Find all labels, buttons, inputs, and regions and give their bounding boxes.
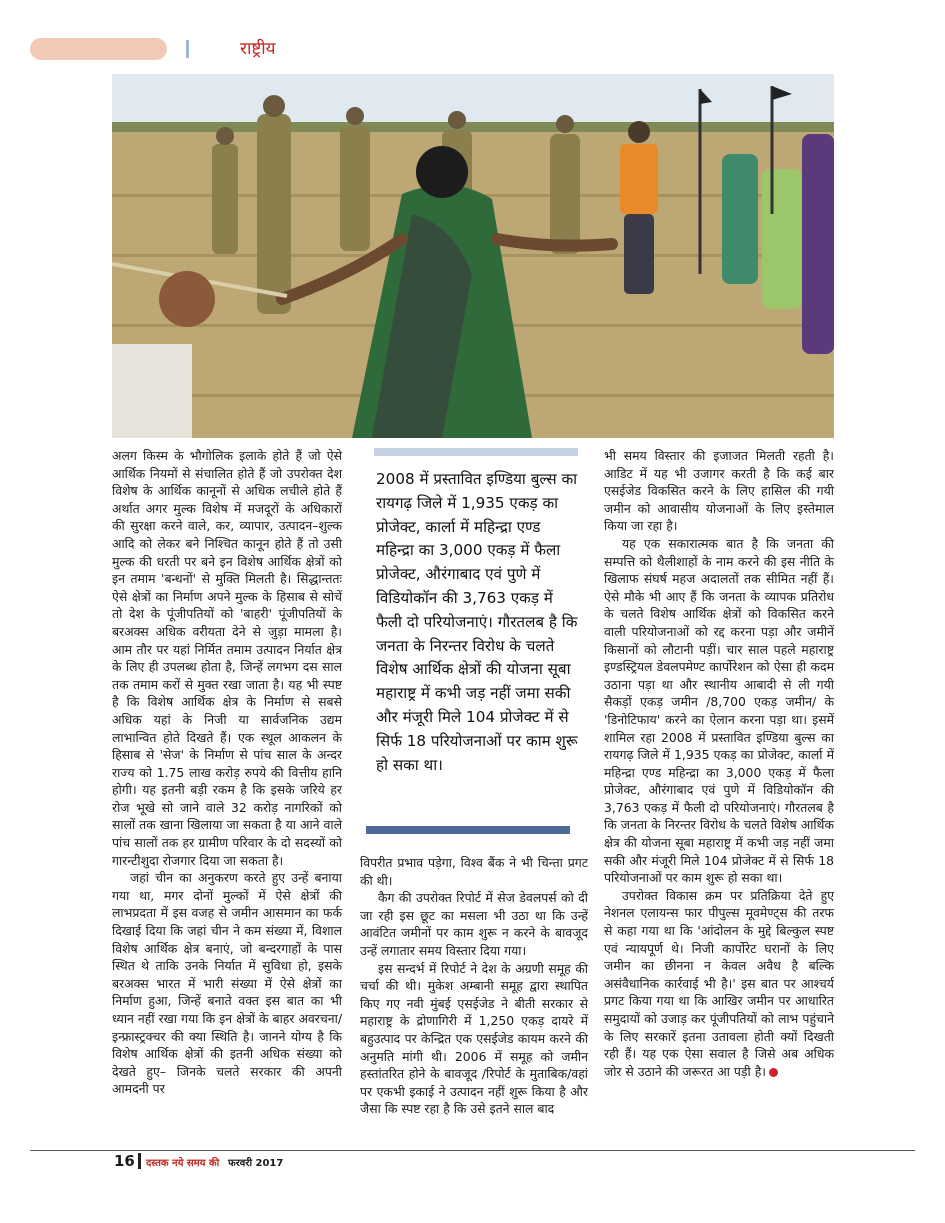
paragraph: इस सन्दर्भ में रिपोर्ट ने देश के अग्रणी समूह की चर्चा की थी। मुकेश अम्बानी समूह द्वारा स्थापित किए गए नवी मुंबई एसईजेड ने बीती सरकार से महाराष्ट्र के द्रोणागिरी में 1,250 एकड़ दायरे में बहुउत्पाद पर केन्द्रित एक एसईजेड कायम करने की अनुमति मांगी थी। 2006 में समूह को जमीन हस्तांतरित होने के बावजूद /रिपोर्ट के मुताबिक/वहां पर एकभी इकाई ने उत्पादन नहीं शुरू किया है और जैसा कि स्पष्ट रहा है कि उसे इतने साल बाद: [360, 960, 588, 1117]
issue-date: फरवरी 2017: [228, 1158, 284, 1169]
column-left: [112, 447, 342, 1098]
column-middle: [360, 854, 588, 1118]
pull-quote-text: 2008 में प्रस्तावित इण्डिया बुल्स का रायगढ़ जिले में 1,935 एकड़ का प्रोजेक्ट, कार्ला में महिन्द्रा एण्ड महिन्द्रा का 3,000 एकड़ में फैला प्रोजेक्ट, औरंगाबाद एवं पुणे में विडियोकॉन की 3,763 एकड़ में फैली दो परियोजनाएं। गौरतलब है कि जनता के निरन्तर विरोध के चलते विशेष आर्थिक क्षेत्रों की योजना सूबा महाराष्ट्र में कभी जड़ नहीं जमा सकी और मंजूरी मिले 104 प्रोजेक्ट में से सिर्फ 18 परियोजनाओं पर काम शुरू हो सका था।: [376, 470, 578, 774]
end-mark-icon: [769, 1068, 778, 1077]
column-right: [604, 447, 834, 1080]
pull-quote-top-rule: [374, 448, 578, 456]
paragraph: [604, 887, 834, 1081]
photo-illustration: [112, 74, 834, 438]
protest-photo: [112, 74, 834, 438]
page-number: 16: [114, 1152, 135, 1170]
pull-quote: [366, 448, 578, 838]
paragraph: भी समय विस्तार की इजाजत मिलती रहती है। आडिट में यह भी उजागर करती है कि कई बार एसईजेड विकसित करने के लिए हासिल की गयी जमीन को आवासीय योजनाओं के लिए इस्तेमाल किया जा रहा है।: [604, 448, 834, 534]
publication-logo: दस्तक नये समय की: [146, 1158, 220, 1169]
section-title: राष्ट्रीय: [240, 39, 276, 59]
paragraph: जहां चीन का अनुकरण करते हुए उन्हें बनाया गया था, मगर दोनों मुल्कों में ऐसे क्षेत्रों की लाभप्रदता में इस वजह से जमीन आसमान का फर्क दिखाई दिया कि जहां चीन ने कम संख्या में, विशाल विशेष आर्थिक क्षेत्र बनाएं, जो बन्दरगाहों के पास स्थित थे ताकि उनके निर्यात में सुविधा हो, इसके बरअक्स भारत में भारी संख्या में ऐसे क्षेत्रों का निर्माण हुआ, जिन्हें बनाते वक्त इस बात का भी ध्यान नहीं रखा गया कि इन क्षेत्रों के बाहर अवरचना/इन्फ्रास्ट्रक्चर की क्या स्थिति है। जानने योग्य है कि विशेष आर्थिक क्षेत्रों की इतनी अधिक संख्या को देखते हुए– जिनके चलते सरकार की अपनी आमदनी पर: [112, 870, 342, 1097]
header-decoration: [30, 38, 167, 60]
paragraph: विपरीत प्रभाव पड़ेगा, विश्व बैंक ने भी चिन्ता प्रगट की थी।: [360, 855, 588, 888]
footer-rule: [30, 1150, 915, 1151]
pull-quote-bottom-rule: [366, 826, 570, 834]
paragraph-text: उपरोक्त विकास क्रम पर प्रतिक्रिया देते हुए नेशनल एलायन्स फार पीपुल्स मूवमेण्ट्स की तरफ से कहा गया था कि 'आंदोलन के मुद्दे बिल्कुल स्पष्ट एवं न्यायपूर्ण थे। निजी कार्पोरेट घरानों के लिए जमीन का छीनना न केवल अवैध है बल्कि असंवैधानिक कार्रवाई भी है।' इस बात पर आश्चर्य प्रगट किया गया था कि आखिर जमीन पर आधारित समुदायों को उजाड़ कर पूंजीपतियों को लाभ पहुंचाने के लिए सरकारें इतना उतावला होती क्यों दिखती रही हैं। यह एक ऐसा सवाल है जिसे अब अधिक जोर से उठाने की जरूरत आ पड़ी है।: [604, 887, 834, 1079]
header-divider: [186, 40, 189, 58]
paragraph: अलग किस्म के भौगोलिक इलाके होते हैं जो ऐसे आर्थिक नियमों से संचालित होते हैं जो उपरोक्त देश विशेष के आर्थिक कानूनों से अधिक लचीले होते हैं अर्थात अगर मुल्क विशेष में मजदूरों के अधिकारों की सुरक्षा करने वाले, कर, व्यापार, उत्पादन–शुल्क आदि को लेकर बने निश्चित कानून होते हैं तो उसी मुल्क की धरती पर बने इन विशेष आर्थिक क्षेत्रों को इन तमाम 'बन्धनों' से मुक्ति मिलती है। सिद्धान्ततः ऐसे क्षेत्रों का निर्माण अपने मुल्क के हिसाब से सोचें तो देश के पूंजीपतियों को 'बाहरी' पूंजीपतियों के बरअक्स अधिक वरीयता देने से जुड़ा मामला है। आम तौर पर यहां निर्मित तमाम उत्पादन निर्यात क्षेत्र के लिए ही उपलब्ध होता है, जिन्हें लगभग दस साल तक तमाम करों से मुक्त रखा जाता है। यह भी स्पष्ट है कि विशेष आर्थिक क्षेत्र के निर्माण से सबसे अधिक यहां के निजी या सार्वजनिक उद्यम लाभान्वित होते दिखते हैं। एक स्थूल आकलन के हिसाब से 'सेज' के निर्माण से पांच साल के अन्दर राज्य को 1.75 लाख करोड़ रुपये की वित्तीय हानि होगी। यह इतनी बड़ी रकम है कि इसके जरिये हर रोज भूखे सो जाने वाले 32 करोड़ नागरिकों को सालों तक खाना खिलाया जा सकता है या आने वाले पांच सालों तक हर ग्रामीण परिवार के दो सदस्यों को गारन्टीशुदा रोजगार दिया जा सकता है।: [112, 448, 342, 868]
paragraph: कैग की उपरोक्त रिपोर्ट में सेज डेवलपर्स को दी जा रही इस छूट का मसला भी उठा था कि उन्हें आवंटित जमीनों पर काम शुरू न करने के बावजूद उन्हें लगातार समय विस्तार दिया गया।: [360, 890, 588, 958]
paragraph: यह एक सकारात्मक बात है कि जनता की सम्पत्ति को थैलीशाहों के नाम करने की इस नीति के खिलाफ संघर्ष महज अदालतों तक सीमित नहीं हैं। ऐसे मौके भी आए हैं कि जनता के व्यापक प्रतिरोध के चलते विशेष आर्थिक क्षेत्रों को विकसित करने वाली परियोजनाओं को रद्द करना पड़ा और जमीनें किसानों को लौटानी पड़ीं। चार साल पहले महाराष्ट्र इण्डस्ट्रियल डेवलपमेण्ट कार्पोरेशन को ऐसा ही कदम उठाना पड़ा था और स्थानीय आबादी से ली गयी सैकड़ों एकड़ जमीन /8,700 एकड़ जमीन/ के 'डिनोटिफाय' करने का ऐलान करना पड़ा था। इसमें शामिल रहा 2008 में प्रस्तावित इण्डिया बुल्स का रायगढ़ जिले में 1,935 एकड़ का प्रोजेक्ट, कार्ला में महिन्द्रा एण्ड महिन्द्रा का 3,000 एकड़ में फैला प्रोजेक्ट, औरंगाबाद एवं पुणे में विडियोकॉन की 3,763 एकड़ में फैली दो परियोजनाएं। गौरतलब है कि जनता के निरन्तर विरोध के चलते विशेष आर्थिक क्षेत्र की योजना सूबा महाराष्ट्र में कभी जड़ नहीं जमा सकी और मंजूरी मिले 104 प्रोजेक्ट में से सिर्फ 18 परियोजनाओं पर काम शुरू हो सका था।: [604, 535, 834, 886]
footer-divider: [138, 1153, 141, 1169]
